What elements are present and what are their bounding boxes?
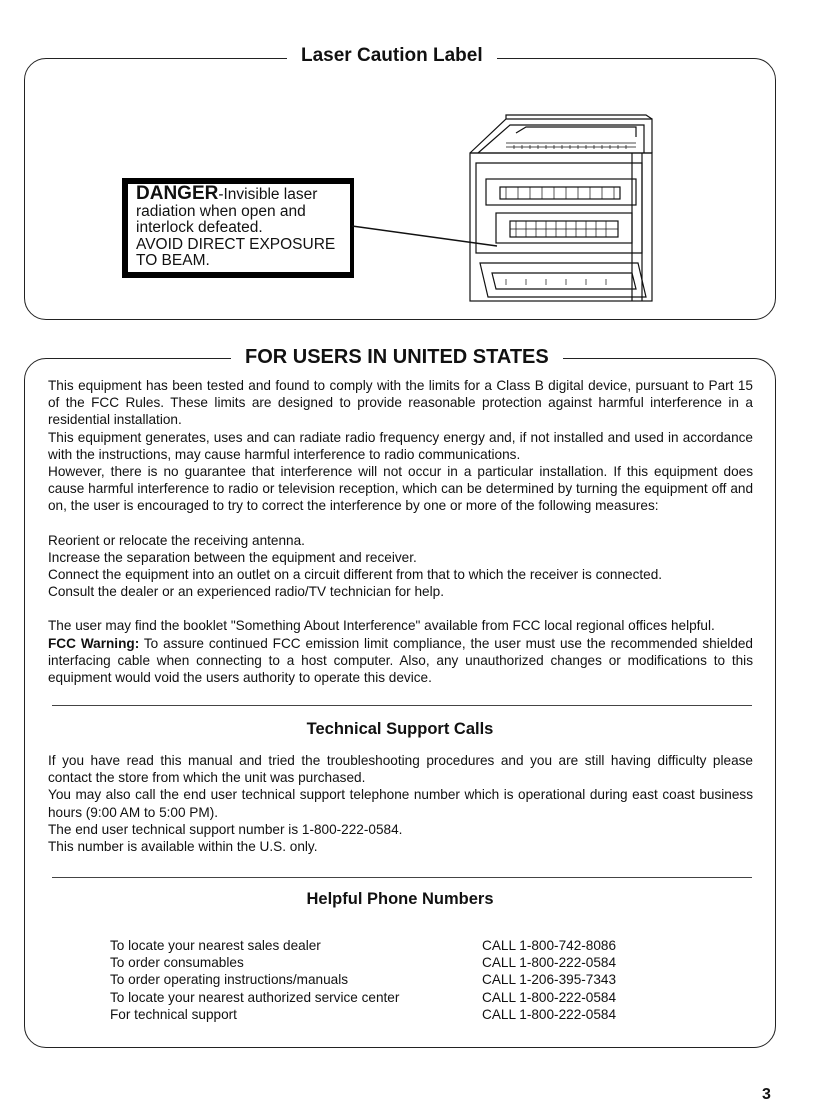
- fcc-paragraph-2: This equipment generates, uses and can radiate radio frequency energy and, if not installed and used in accordance with the instructions, may cause harmful interference to radio communications.: [48, 429, 753, 462]
- tech-support-paragraph: You may also call the end user technical support telephone number which is operational during east coast business hours (9:00 AM to 5:00 PM).: [48, 787, 753, 820]
- phone-label: To locate your nearest authorized service center: [110, 989, 400, 1005]
- table-row: [110, 972, 616, 989]
- phone-label: To order operating instructions/manuals: [110, 972, 349, 988]
- fcc-booklet-note: The user may find the booklet "Something About Interference" available from FCC local regional offices helpful.: [48, 618, 715, 634]
- phone-label: To locate your nearest sales dealer: [110, 938, 321, 953]
- tech-support-paragraph: If you have read this manual and tried the troubleshooting procedures and you are still having difficulty please contact the store from which the unit was purchased.: [48, 753, 753, 786]
- danger-label-text: [128, 184, 350, 272]
- danger-line-2: radiation when open and: [136, 202, 306, 220]
- phone-number: CALL 1-206-395-7343: [482, 972, 617, 988]
- danger-line-1-rest: -Invisible laser: [218, 186, 318, 203]
- tech-support-text: [48, 752, 753, 855]
- fcc-warning-label: FCC Warning:: [48, 635, 140, 651]
- danger-line-1: [136, 183, 344, 204]
- phone-number: CALL 1-800-742-8086: [482, 938, 617, 953]
- table-row: [110, 938, 616, 955]
- phone-numbers-table: [110, 938, 616, 1024]
- phone-number: CALL 1-800-222-0584: [482, 1006, 617, 1022]
- fcc-paragraph-1: This equipment has been tested and found to comply with the limits for a Class B digital device, pursuant to Part 15 of the FCC Rules. These limits are designed to provide reasonable protection against harmful interference in a residential installation.: [48, 378, 753, 428]
- fcc-measure: Reorient or relocate the receiving antenna.: [48, 532, 305, 548]
- tech-support-heading: Technical Support Calls: [306, 720, 494, 738]
- danger-line-3: interlock defeated.: [136, 219, 263, 236]
- tech-support-paragraph: This number is available within the U.S. only.: [48, 839, 318, 855]
- danger-label: [122, 178, 354, 278]
- table-row: [110, 1007, 616, 1024]
- fcc-warning-text: To assure continued FCC emission limit compliance, the user must use the recommended shielded interfacing cable when connecting to a host computer. Also, any unauthorized changes or modifications to this equipment would void the users authority to operate this device.: [48, 635, 753, 686]
- table-row: [110, 955, 616, 972]
- fcc-measure: Consult the dealer or an experienced radio/TV technician for help.: [48, 584, 444, 600]
- table-row: [110, 990, 616, 1007]
- fcc-measure: Connect the equipment into an outlet on a circuit different from that to which the receiver is connected.: [48, 567, 663, 583]
- divider: [52, 877, 752, 878]
- printer-illustration: [466, 113, 656, 305]
- phone-label: To order consumables: [110, 955, 244, 971]
- phone-label: For technical support: [110, 1006, 237, 1022]
- fcc-measure: Increase the separation between the equipment and receiver.: [48, 549, 417, 565]
- danger-line-5: TO BEAM.: [136, 252, 210, 269]
- tech-support-paragraph: The end user technical support number is 1-800-222-0584.: [48, 821, 403, 837]
- phone-number: CALL 1-800-222-0584: [482, 955, 617, 971]
- fcc-title: FOR USERS IN UNITED STATES: [231, 346, 563, 369]
- fcc-warning: [48, 635, 753, 687]
- divider: [52, 705, 752, 706]
- phone-numbers-heading: Helpful Phone Numbers: [306, 890, 494, 908]
- danger-line-4: AVOID DIRECT EXPOSURE: [136, 235, 336, 253]
- fcc-paragraph-3: However, there is no guarantee that interference will not occur in a particular installation. If this equipment does cause harmful interference to radio or television reception, which can be determined by turning the equipment off and on, the user is encouraged to try to correct the interference by one or more of the following measures:: [48, 464, 753, 514]
- phone-number: CALL 1-800-222-0584: [482, 989, 617, 1005]
- fcc-statement: [48, 377, 753, 686]
- laser-caution-title: Laser Caution Label: [287, 45, 497, 67]
- page-number: 3: [762, 1086, 771, 1103]
- danger-word: DANGER: [136, 183, 219, 204]
